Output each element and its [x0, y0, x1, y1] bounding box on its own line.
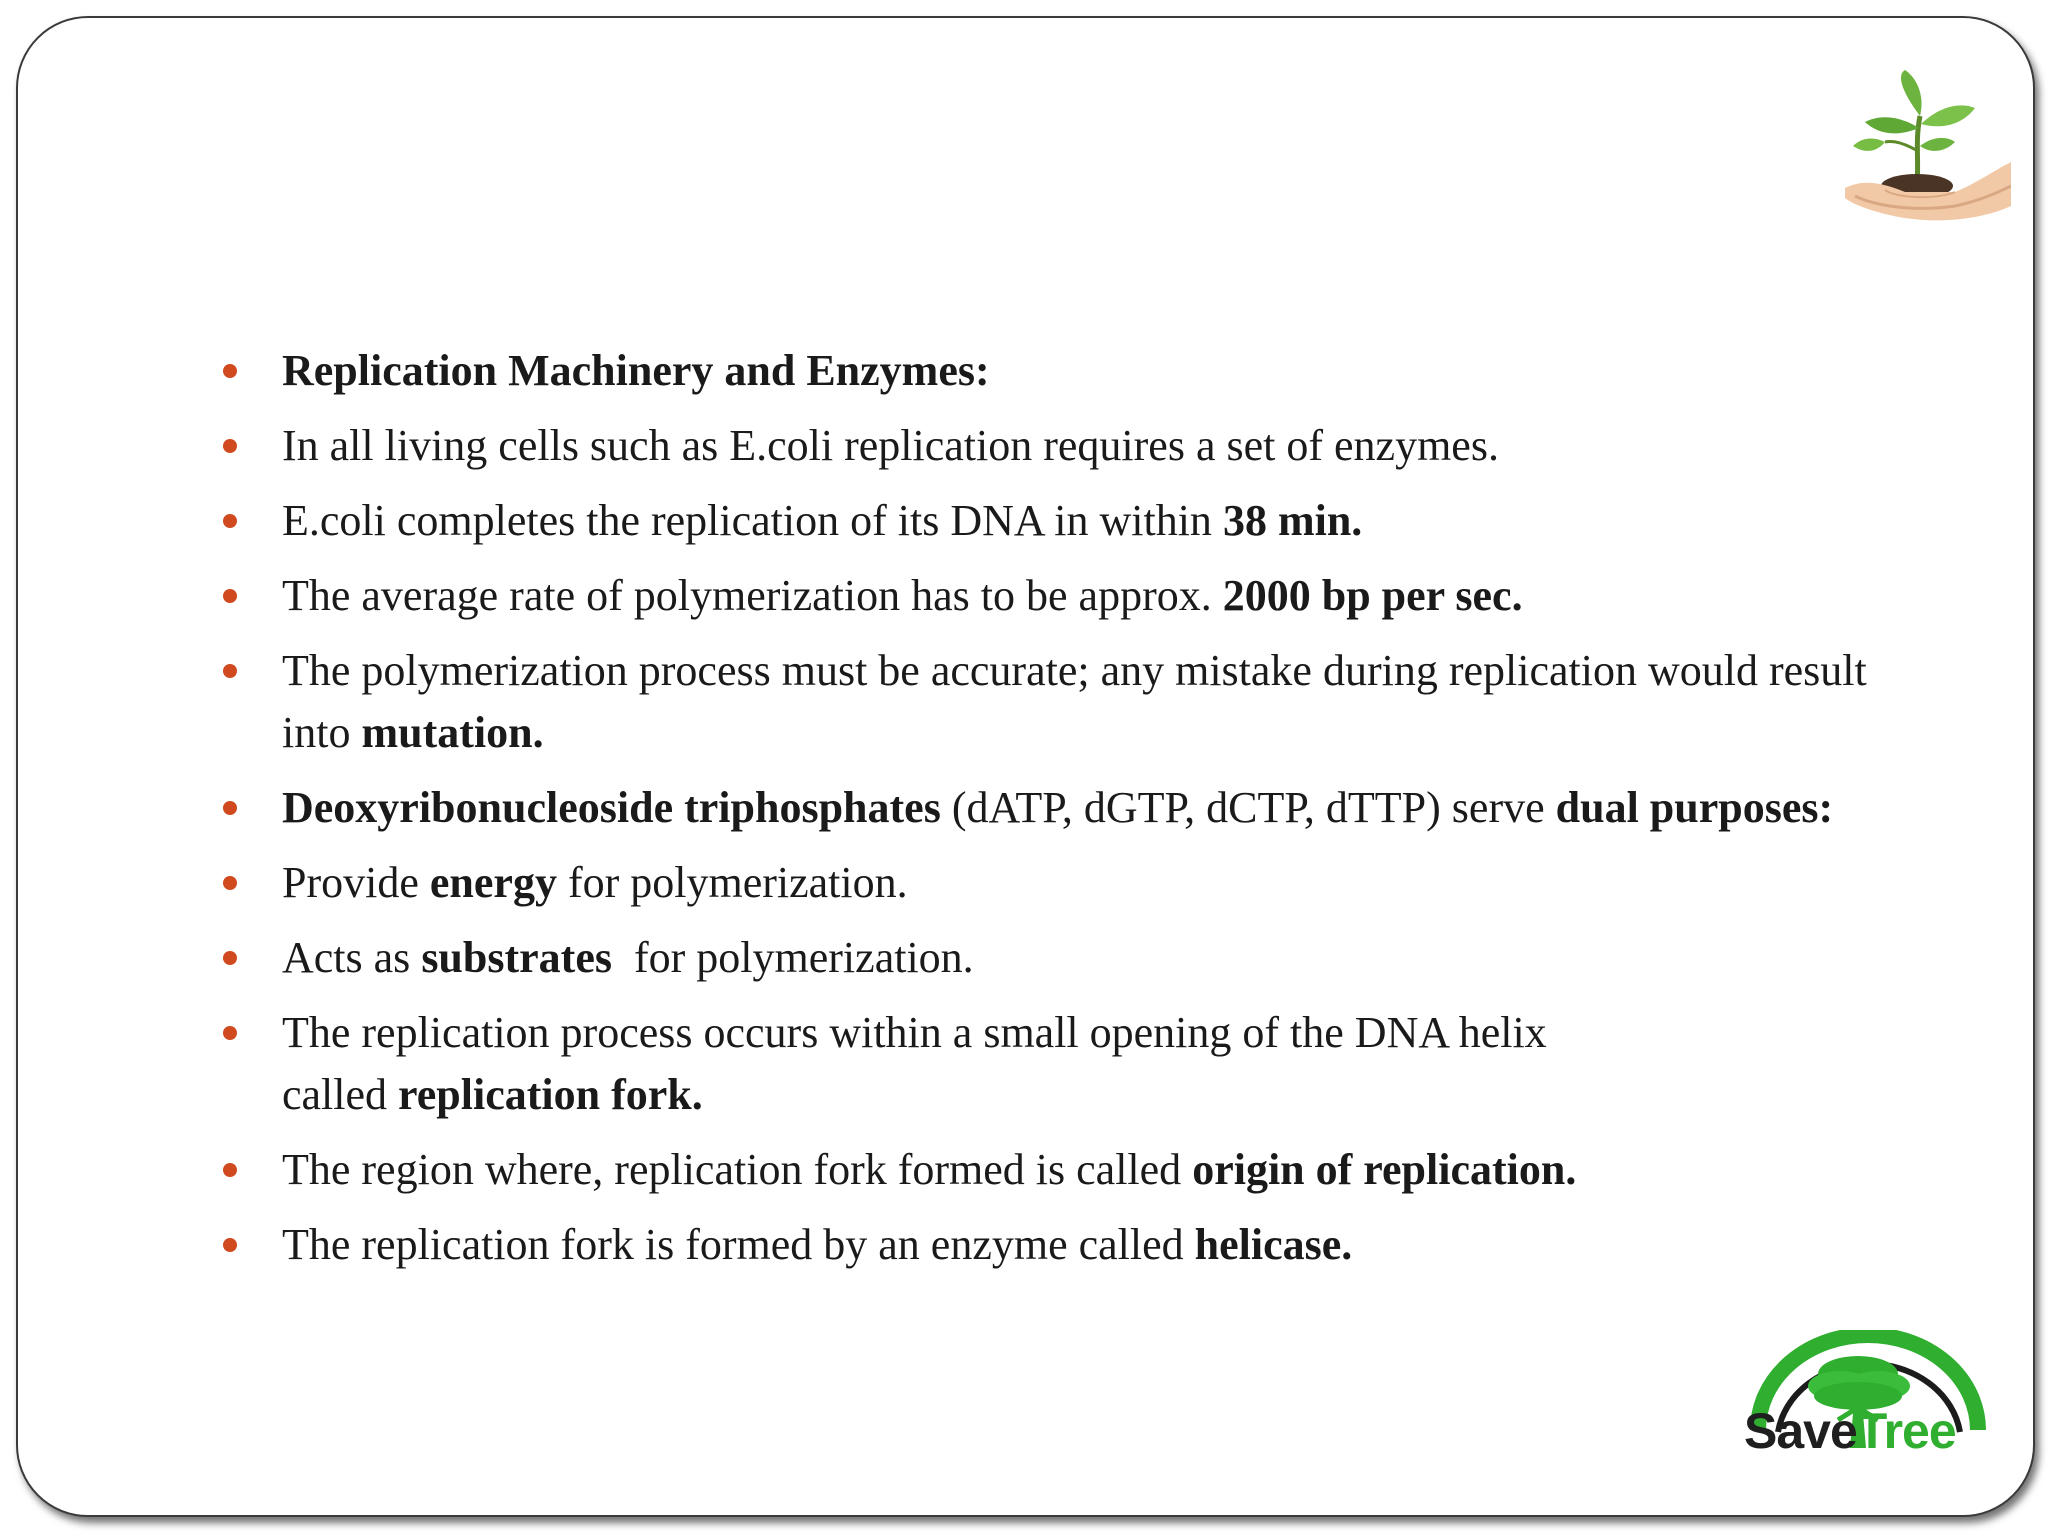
- bullet-item: [200, 927, 1900, 989]
- bullet-bold-text: Replication Machinery and Enzymes:: [282, 346, 990, 395]
- bullet-dot-icon: [223, 664, 237, 678]
- bullet-item: [200, 777, 1900, 839]
- bullet-item: [200, 490, 1900, 552]
- logo-text: [1744, 1403, 1956, 1459]
- bullet-text: In all living cells such as E.coli replication requires a set of enzymes.: [282, 421, 1499, 470]
- bullet-text: The replication fork is formed by an enzyme called: [282, 1220, 1195, 1269]
- bullet-dot-icon: [223, 951, 237, 965]
- bullet-dot-icon: [223, 514, 237, 528]
- bullet-text: The region where, replication fork formed is called: [282, 1145, 1193, 1194]
- bullet-dot-icon: [223, 1026, 237, 1040]
- bullet-item: [200, 852, 1900, 914]
- bullet-text: Acts as: [282, 933, 422, 982]
- bullet-bold-text: mutation.: [361, 708, 544, 757]
- bullet-item: [200, 1002, 1900, 1126]
- bullet-bold-text: origin of replication.: [1192, 1145, 1577, 1194]
- bullet-bold-text: replication fork.: [398, 1070, 703, 1119]
- bullet-text: called: [282, 1070, 399, 1119]
- bullet-dot-icon: [223, 876, 237, 890]
- bullet-text: The polymerization process must be accurate; any mistake during replication would result into: [282, 646, 1878, 757]
- bullet-list: [200, 340, 1900, 1289]
- bullet-text: E.coli completes the replication of its DNA in within: [282, 496, 1223, 545]
- bullet-text: (dATP, dGTP, dCTP, dTTP) serve: [940, 783, 1556, 832]
- bullet-item: [200, 565, 1900, 627]
- bullet-bold-text: 38 min.: [1222, 496, 1363, 545]
- bullet-dot-icon: [223, 801, 237, 815]
- bullet-item: [200, 640, 1900, 764]
- bullet-bold-text: dual purposes:: [1555, 783, 1834, 832]
- bullet-item: [200, 415, 1900, 477]
- logo-tree-word: Tree: [1856, 1403, 1956, 1459]
- bullet-dot-icon: [223, 1238, 237, 1252]
- logo-save-word: Save: [1744, 1403, 1857, 1459]
- bullet-text: Provide: [282, 858, 430, 907]
- bullet-bold-text: 2000 bp per sec.: [1222, 571, 1523, 620]
- bullet-dot-icon: [223, 364, 237, 378]
- bullet-bold-text: helicase.: [1194, 1220, 1353, 1269]
- bullet-dot-icon: [223, 589, 237, 603]
- bullet-text: The replication process occurs within a small opening of the DNA helix: [282, 1008, 1547, 1057]
- bullet-text: for polymerization.: [556, 858, 908, 907]
- bullet-dot-icon: [223, 439, 237, 453]
- bullet-bold-text: energy: [429, 858, 557, 907]
- bullet-item: [200, 1139, 1900, 1201]
- bullet-text: for polymerization.: [612, 933, 974, 982]
- bullet-dot-icon: [223, 1163, 237, 1177]
- plant-in-hands-icon: [1825, 66, 2011, 226]
- bullet-text: The average rate of polymerization has to be approx.: [282, 571, 1223, 620]
- bullet-bold-text: Deoxyribonucleoside triphosphates: [282, 783, 941, 832]
- bullet-item: [200, 340, 1900, 402]
- bullet-bold-text: substrates: [421, 933, 612, 982]
- bullet-item: [200, 1214, 1900, 1276]
